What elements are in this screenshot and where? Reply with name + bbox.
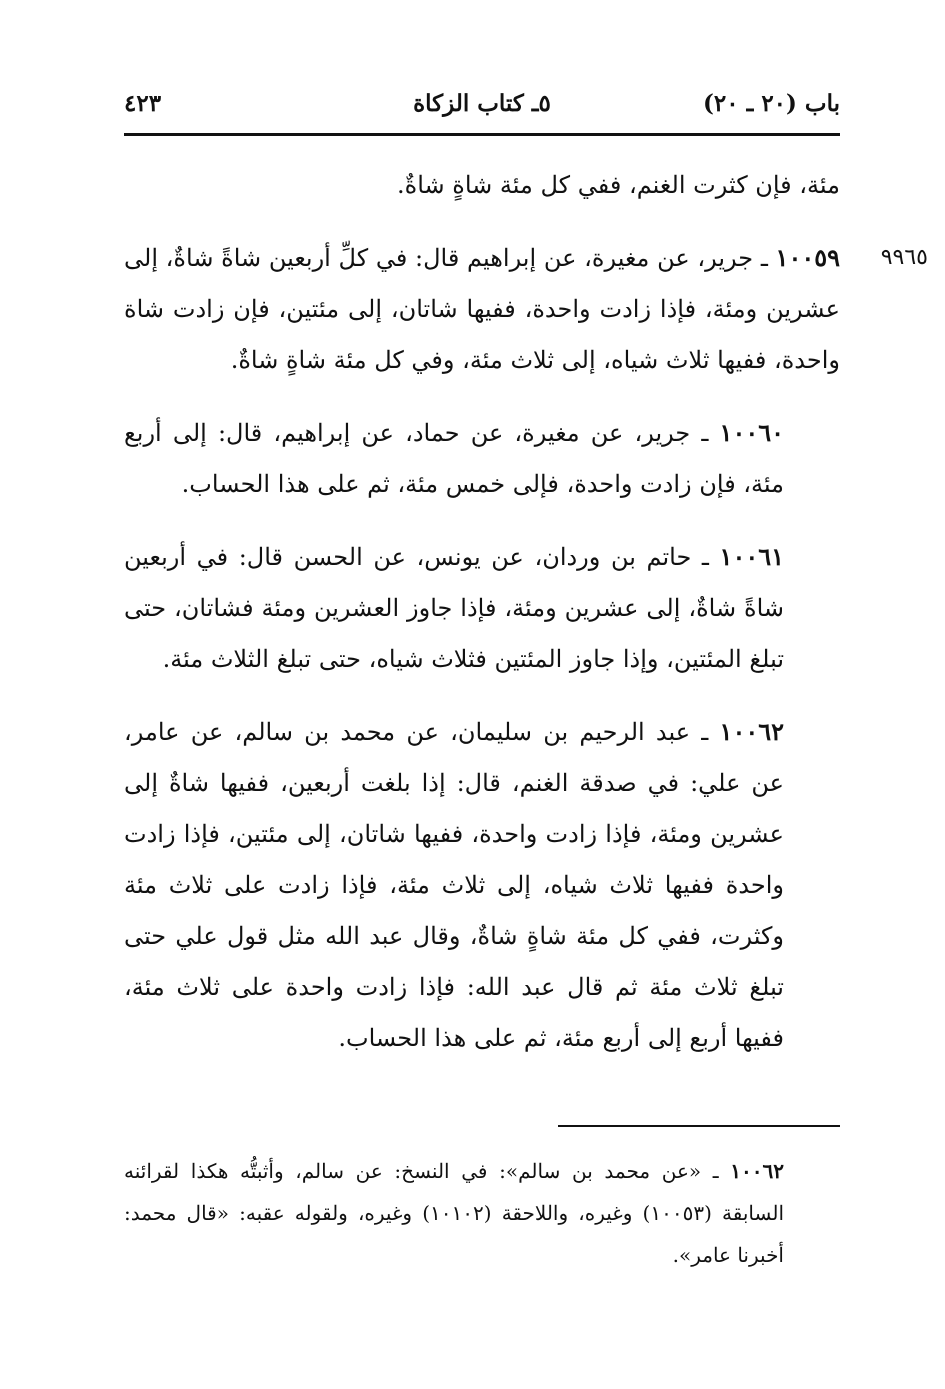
paragraph-continuation	[124, 160, 840, 211]
hadith-text: ـ جرير، عن مغيرة، عن إبراهيم قال: في كلِّ أربعين شاةً شاةٌ، إلى عشرين ومئة، فإذا زادت واحدة، ففيها شاتان، إلى مئتين، فإن زادت شاة واحدة، ففيها ثلاث شياه، إلى ثلاث مئة، وفي كل مئة شاةٍ شاةٌ.	[124, 244, 841, 374]
page-header	[124, 86, 840, 126]
footnote-number: ١٠٠٦٢	[730, 1159, 784, 1183]
hadith-number: ١٠٠٦٠	[719, 418, 784, 447]
hadith-text: ـ حاتم بن وردان، عن يونس، عن الحسن قال: في أربعين شاةً شاةٌ، إلى عشرين ومئة، فإذا جاوز العشرين ومئة فشاتان، حتى تبلغ المئتين، وإذا جاوز المئتين فثلاث شياه، حتى تبلغ الثلاث مئة.	[124, 543, 784, 673]
hadith-number: ١٠٠٦١	[719, 542, 784, 571]
hadith-text: ـ جرير، عن مغيرة، عن حماد، عن إبراهيم، قال: إلى أربع مئة، فإن زادت واحدة، فإلى خمس مئة، ثم على هذا الحساب.	[124, 419, 784, 498]
main-text	[124, 160, 928, 1085]
margin-number: ٩٩٦٥	[880, 245, 928, 270]
hadith-entry	[124, 706, 840, 1064]
book-title: ٥ـ كتاب الزكاة	[413, 90, 551, 117]
header-divider	[124, 133, 840, 136]
footnote-divider	[558, 1125, 840, 1127]
paragraph-text: مئة، فإن كثرت الغنم، ففي كل مئة شاةٍ شاةٌ.	[397, 171, 840, 199]
chapter-heading: باب (٢٠ ـ ٢٠)	[702, 90, 840, 117]
hadith-number: ١٠٠٦٢	[719, 717, 784, 746]
footnote	[124, 1150, 840, 1276]
hadith-number: ١٠٠٥٩	[775, 243, 840, 272]
hadith-text: ـ عبد الرحيم بن سليمان، عن محمد بن سالم، عن عامر، عن علي: في صدقة الغنم، قال: إذا بلغت أربعين، ففيها شاةٌ إلى عشرين ومئة، فإذا زادت واحدة، ففيها شاتان، إلى مئتين، فإذا زادت واحدة ففيها ثلاث شياه، إلى ثلاث مئة، فإذا زادت على ثلاث مئة وكثرت، ففي كل مئة شاةٍ شاةٌ، وقال عبد الله مثل قول علي حتى تبلغ ثلاث مئة ثم قال عبد الله: فإذا زادت واحدة على ثلاث مئة، ففيها أربع إلى أربع مئة، ثم على هذا الحساب.	[124, 718, 784, 1052]
hadith-entry	[124, 407, 840, 510]
page-number: ٤٢٣	[124, 90, 162, 117]
hadith-entry	[124, 531, 840, 685]
hadith-entry	[124, 232, 928, 386]
footnote-text: ـ «عن محمد بن سالم»: في النسخ: عن سالم، وأثبتُّه هكذا لقرائنه السابقة (١٠٠٥٣) وغيره، واللاحقة (١٠١٠٢) وغيره، ولقوله عقبه: «قال محمد: أخبرنا عامر».	[124, 1159, 784, 1267]
